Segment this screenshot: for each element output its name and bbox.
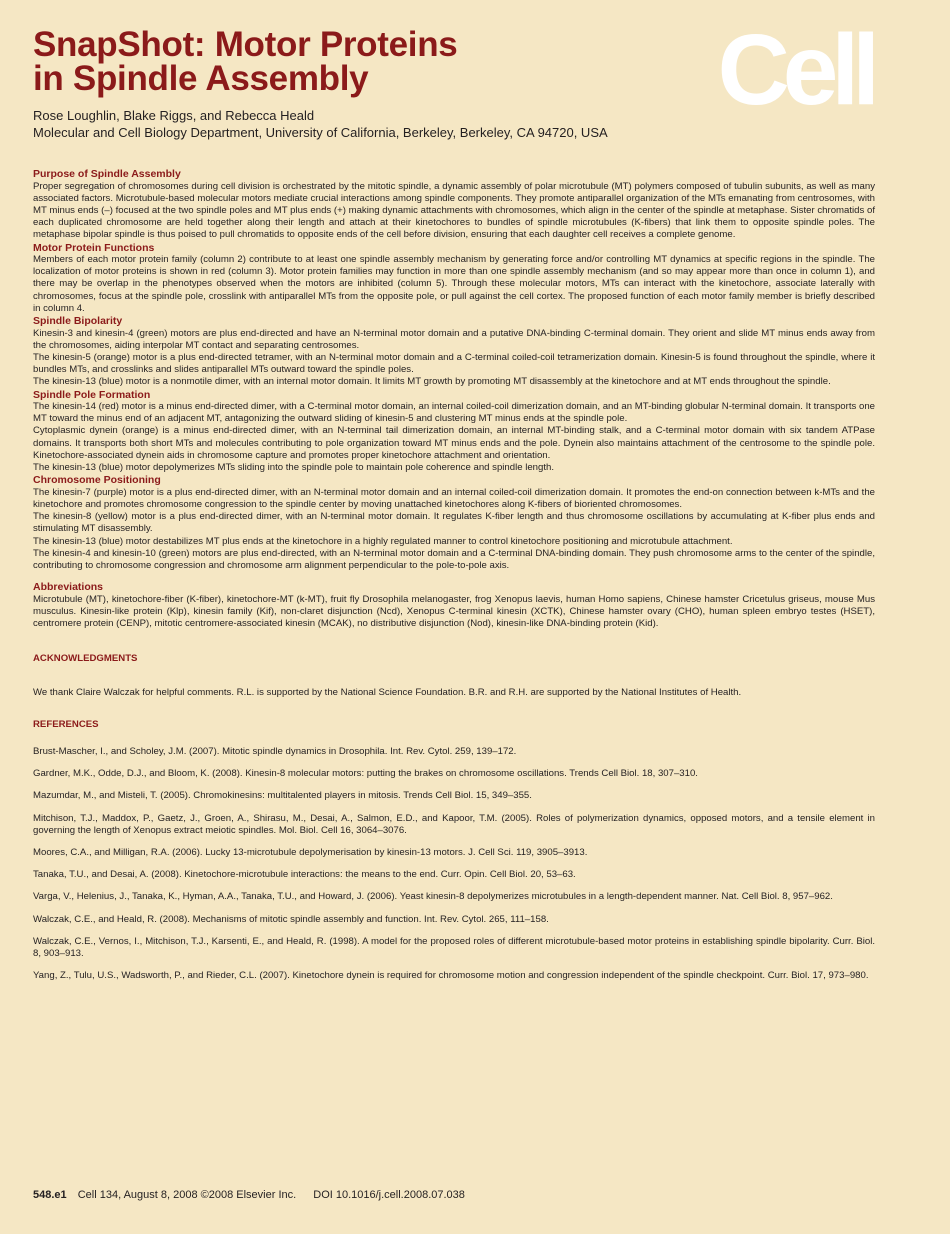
- reference-item: Tanaka, T.U., and Desai, A. (2008). Kinetochore-microtubule interactions: the means to the end. Curr. Opin. Cell Biol. 20, 53–63.: [33, 869, 576, 881]
- acknowledgments-heading: ACKNOWLEDGMENTS: [33, 653, 138, 665]
- reference-item: Yang, Z., Tulu, U.S., Wadsworth, P., and Rieder, C.L. (2007). Kinetochore dynein is required for chromosome motion and congression independent of the spindle checkpoint. Curr. Biol. 17, 973–980.: [33, 970, 869, 982]
- reference-item: Varga, V., Helenius, J., Tanaka, K., Hyman, A.A., Tanaka, T.U., and Howard, J. (2006). Yeast kinesin-8 depolymerizes microtubules in a length-dependent manner. Nat. Cell Biol. 8, 957–962.: [33, 891, 833, 903]
- author-block: [33, 107, 608, 141]
- reference-item: Walczak, C.E., Vernos, I., Mitchison, T.J., Karsenti, E., and Heald, R. (1998). A model for the proposed roles of different microtubule-based motor proteins in establishing spindle bipolarity. Curr. Biol. 8, 903–913.: [33, 935, 875, 959]
- paragraph: Proper segregation of chromosomes during cell division is orchestrated by the mitotic spindle, a dynamic assembly of polar microtubule (MT) polymers composed of tubulin subunits, as well as many associated factors. Microtubule-based molecular motors mediate crucial interactions among spindle components. They promote antiparallel organization of the MTs emanating from centrosomes, with MT minus ends (–) focused at the two spindle poles and MT plus ends (+) making dynamic attachments with chromosomes, which align in the center of the spindle at metaphase. Sister chromatids of each duplicated chromosome are held together along their length and attach at their kinetochores to bundles of spindle microtubules (K-fibers) that link them to opposite spindle poles. The metaphase bipolar spindle is thus poised to pull chromatids to opposite ends of the cell before division, ensuring that each daughter cell receives a complete genome.: [33, 180, 875, 241]
- section-heading: Spindle Bipolarity: [33, 315, 123, 328]
- acknowledgments-text: We thank Claire Walczak for helpful comments. R.L. is supported by the National Science Foundation. B.R. and R.H. are supported by the National Institutes of Health.: [33, 686, 742, 698]
- page-number: 548.e1: [33, 1189, 67, 1201]
- paragraph: Kinesin-3 and kinesin-4 (green) motors are plus end-directed and have an N-terminal motor domain and a putative DNA-binding C-terminal domain. They orient and slide MT minus ends away from the chromosomes, aiding interpolar MT contact and separating centrosomes.: [33, 327, 875, 351]
- reference-item: Brust-Mascher, I., and Scholey, J.M. (2007). Mitotic spindle dynamics in Drosophila. Int. Rev. Cytol. 259, 139–172.: [33, 745, 517, 757]
- paragraph: Cytoplasmic dynein (orange) is a minus end-directed dimer, with an N-terminal tail dimerization domain, an internal MT-binding stalk, and a C-terminal motor domain with six tandem ATPase domains. It transports both short MTs and molecules contributing to pole organization toward MT minus ends and the pole. Dynein also maintains attachment of the centrosome to the spindle pole. Kinetochore-associated dynein aids in chromosome capture and promotes proper kinetochore attachment and orientation.: [33, 425, 875, 461]
- paragraph: The kinesin-13 (blue) motor destabilizes MT plus ends at the kinetochore in a highly regulated manner to control kinetochore positioning and microtubule attachment.: [33, 535, 733, 547]
- paragraph: The kinesin-13 (blue) motor depolymerizes MTs sliding into the spindle pole to maintain pole coherence and spindle length.: [33, 462, 555, 474]
- reference-list: [33, 746, 875, 982]
- title-line-2: in Spindle Assembly: [33, 59, 369, 98]
- doi-link[interactable]: DOI 10.1016/j.cell.2008.07.038: [313, 1189, 465, 1201]
- paragraph: The kinesin-13 (blue) motor is a nonmotile dimer, with an internal motor domain. It limits MT growth by promoting MT disassembly at the kinetochore and at MT ends throughout the spindle.: [33, 376, 831, 388]
- reference-item: Mazumdar, M., and Misteli, T. (2005). Chromokinesins: multitalented players in mitosis. Trends Cell Biol. 15, 349–355.: [33, 790, 532, 802]
- cell-logo: Cell: [717, 14, 873, 126]
- abbreviations-heading: Abbreviations: [33, 581, 104, 594]
- reference-item: Mitchison, T.J., Maddox, P., Gaetz, J., Groen, A., Shirasu, M., Desai, A., Salmon, E.D., and Kapoor, T.M. (2005). Roles of polymerization dynamics, opposed motors, and a tensile element in governing the length of Xenopus extract meiotic spindles. Mol. Biol. Cell 16, 3064–3076.: [33, 812, 875, 836]
- section-heading: Spindle Pole Formation: [33, 388, 151, 401]
- paragraph: The kinesin-5 (orange) motor is a plus end-directed tetramer, with an N-terminal motor domain and a C-terminal coiled-coil tetramerization domain. Kinesin-5 is found throughout the spindle, where it bundles MTs, and crosslinks and slides antiparallel MTs outward toward the spindle poles.: [33, 351, 875, 376]
- section-heading: Motor Protein Functions: [33, 241, 155, 254]
- article-body: [33, 168, 875, 992]
- title-line-1: SnapShot: Motor Proteins: [33, 25, 458, 64]
- paragraph: The kinesin-7 (purple) motor is a plus end-directed dimer, with an N-terminal motor domain and an internal coiled-coil dimerization domain. It promotes the end-on connection between k-MTs and the kinetochore and promotes chromosome congression to the spindle center by moving unattached kinetochores along K-fibers of bioriented chromosomes.: [33, 486, 875, 510]
- section-heading: Purpose of Spindle Assembly: [33, 168, 181, 180]
- reference-item: Gardner, M.K., Odde, D.J., and Bloom, K. (2008). Kinesin-8 molecular motors: putting the brakes on chromosome oscillations. Trends Cell Biol. 18, 307–310.: [33, 768, 698, 780]
- journal-citation: Cell 134, August 8, 2008 ©2008 Elsevier Inc.: [77, 1189, 297, 1201]
- reference-item: Moores, C.A., and Milligan, R.A. (2006). Lucky 13-microtubule depolymerisation by kinesin-13 motors. J. Cell Sci. 119, 3905–3913.: [33, 846, 588, 858]
- references-heading: REFERENCES: [33, 718, 99, 730]
- article-title: [33, 25, 458, 98]
- paragraph: The kinesin-8 (yellow) motor is a plus end-directed dimer, with an N-terminal motor domain. It regulates K-fiber length and thus chromosome oscillations by accumulating at K-fiber plus ends and stimulating MT disassembly.: [33, 511, 875, 535]
- paper-page: [33, 0, 875, 1234]
- abbreviations-text: Microtubule (MT), kinetochore-fiber (K-fiber), kinetochore-MT (k-MT), fruit fly Drosophila melanogaster, frog Xenopus laevis, human Homo sapiens, Chinese hamster Cricetulus griseus, mouse Mus musculus. Kinesin-like protein (Klp), kinesin family (Kif), non-claret disjunction (Ncd), Xenopus C-terminal kinesin (XCTK), Chinese hamster ovary (CHO), human spleen embryo testes (HSET), centromere protein (CENP), mitotic centromere-associated kinesin (MCAK), no distributive disjunction (Nod), kinesin-like DNA-binding protein (Kid).: [33, 593, 875, 630]
- reference-item: Walczak, C.E., and Heald, R. (2008). Mechanisms of mitotic spindle assembly and function. Int. Rev. Cytol. 265, 111–158.: [33, 913, 549, 925]
- section-heading: Chromosome Positioning: [33, 474, 161, 487]
- page-footer: [33, 1189, 465, 1202]
- affiliation: Molecular and Cell Biology Department, University of California, Berkeley, Berkeley, CA 94720, USA: [33, 125, 608, 140]
- paragraph: The kinesin-14 (red) motor is a minus end-directed dimer, with a C-terminal motor domain, an internal coiled-coil dimerization domain, and an MT-binding globular N-terminal domain. It transports one MT toward the minus end of an adjacent MT, antagonizing the outward sliding of kinesin-5 and clustering MT minus ends at the spindle pole.: [33, 401, 875, 425]
- authors: Rose Loughlin, Blake Riggs, and Rebecca Heald: [33, 108, 315, 123]
- paragraph: Members of each motor protein family (column 2) contribute to at least one spindle assembly mechanism by generating force and/or controlling MT dynamics at specific regions in the spindle. The localization of motor proteins is shown in red (column 3). Motor protein families may function in more than one spindle assembly mechanism (and so may appear more than once in column 1), and there may be overlap in the phenotypes observed when the motors are inhibited (column 5). Through these molecular motors, MTs can interact with the kinetochore, associate laterally with chromosomes, focus at the spindle pole, crosslink with antiparallel MTs from the opposite pole, or pull against the cell cortex. The proposed function of each motor family member is briefly described in column 4.: [33, 254, 875, 314]
- paragraph: The kinesin-4 and kinesin-10 (green) motors are plus end-directed, with an N-terminal motor domain and a C-terminal DNA-binding domain. They push chromosome arms to the center of the spindle, contributing to chromosome congression and chromosome arm alignment perpendicular to the pole-to-pole axis.: [33, 547, 875, 571]
